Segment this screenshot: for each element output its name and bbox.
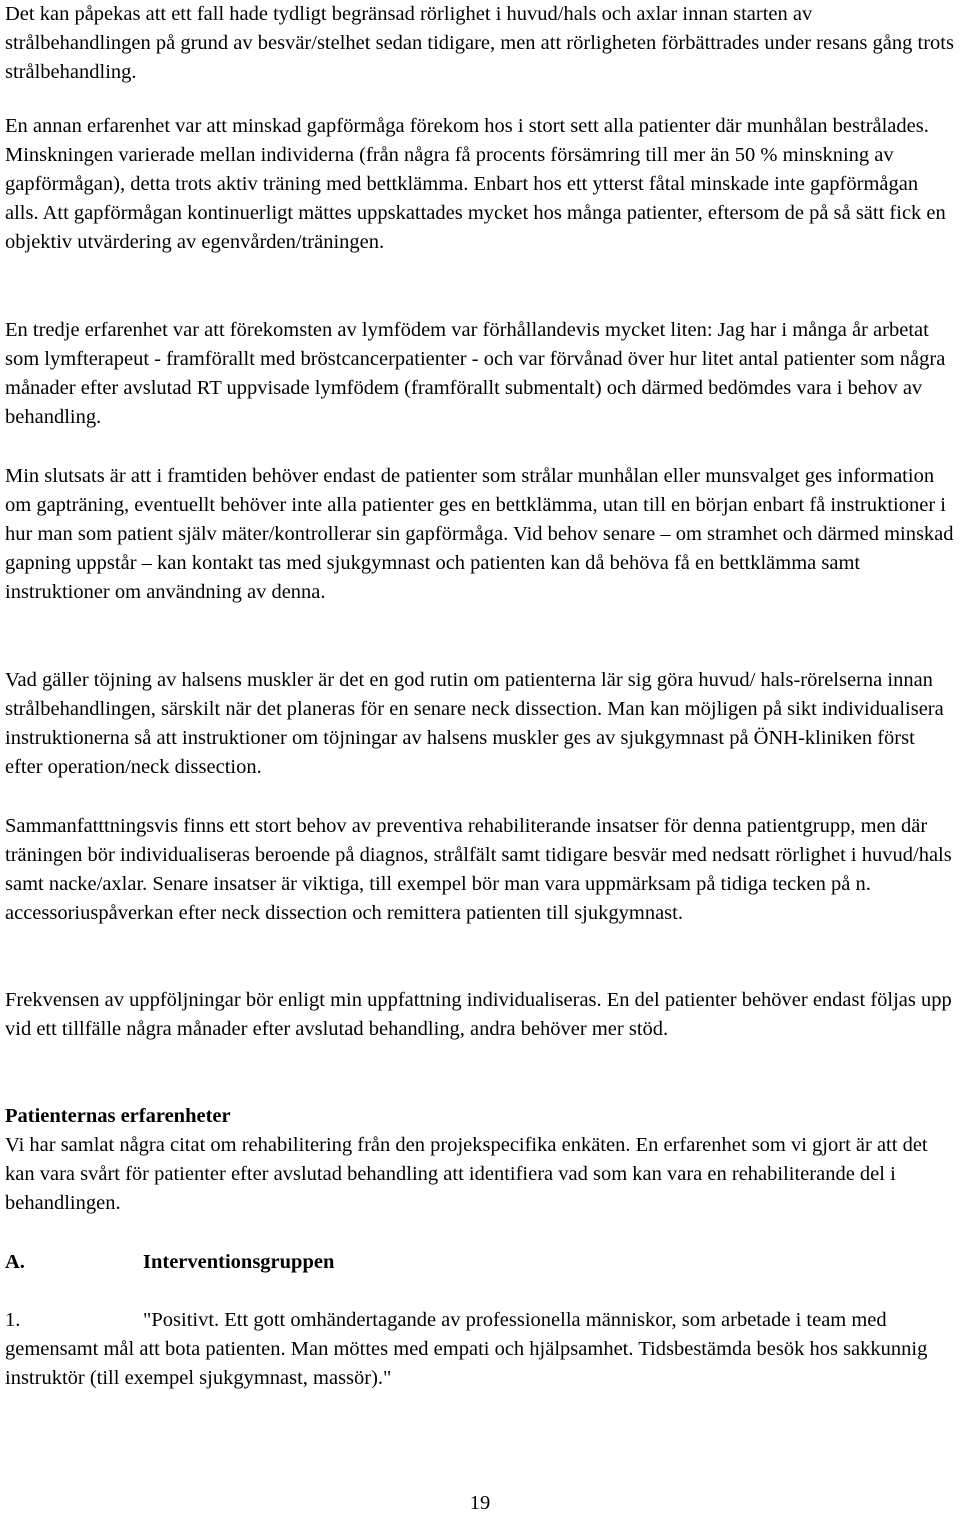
quote-list-item [5,1306,955,1393]
paragraph-mobility-case: Det kan påpekas att ett fall hade tydligt begränsad rörlighet i huvud/hals och axlar innan starten av strålbehandlingen på grund av besvär/stelhet sedan tidigare, men att rörligheten förbättrades under resans gång trots strålbehandling. [5,3,954,83]
paragraph-conclusion: Min slutsats är att i framtiden behöver endast de patienter som strålar munhålan eller munsvalget ges information om gapträning, eventuellt behöver inte alla patienter ges en bettklämma, utan till en början enbart få instruktioner i hur man som patient själv mäter/kontrollerar sin gapförmåga. Vid behov senare – om stramhet och därmed minskad gapning uppstår – kan kontakt tas med sjukgymnast och patienten kan då behöva få en bettklämma samt instruktioner om användning av denna. [5,465,954,603]
subsection-title: Interventionsgruppen [143,1251,335,1273]
paragraph-mouth-opening: En annan erfarenhet var att minskad gapförmåga förekom hos i stort sett alla patienter där munhålan bestrålades. Minskningen varierade mellan individerna (från några få procents försämring till mer än 50 % minskning av gapförmågan), detta trots aktiv träning med bettklämma. Enbart hos ett ytterst fåtal minskade inte gapförmågan alls. Att gapförmågan kontinuerligt mättes uppskattades mycket hos många patienter, eftersom de på så sätt fick en objektiv utvärdering av egenvården/träningen. [5,115,946,253]
paragraph-lymphedema: En tredje erfarenhet var att förekomsten av lymfödem var förhållandevis mycket liten: Jag har i många år arbetat som lymfterapeut - framförallt med bröstcancerpatienter - och var förvånad över hur litet antal patienter som några månader efter avslutad RT uppvisade lymfödem (framförallt submentalt) och därmed bedömdes vara i behov av behandling. [5,319,946,428]
patient-experiences-section [5,1102,955,1218]
section-intro-text: Vi har samlat några citat om rehabilitering från den projekspecifika enkäten. En erfarenhet som vi gjort är att det kan vara svårt för patienter efter avslutad behandling att identifiera vad som kan vara en rehabiliterande del i behandlingen. [5,1134,928,1214]
page-number: 19 [469,1492,491,1514]
list-item-number: 1. [5,1309,21,1331]
quote-text: "Positivt. Ett gott omhändertagande av professionella människor, som arbetade i team med gemensamt mål att bota patienten. Man möttes med empati och hjälpsamhet. Tidsbestämda besök hos sakkunnig instruktör (till exempel sjukgymnast, massör)." [5,1309,928,1389]
paragraph-follow-up: Frekvensen av uppföljningar bör enligt min uppfattning individualiseras. En del patienter behöver endast följas upp vid ett tillfälle några månader efter avslutad behandling, andra behöver mer stöd. [5,989,952,1040]
paragraph-neck-stretching: Vad gäller töjning av halsens muskler är det en god rutin om patienterna lär sig göra huvud/ hals-rörelserna innan strålbehandlingen, särskilt när det planeras för en senare neck dissection. Man kan möjligen på sikt individualisera instruktionerna så att instruktioner om töjningar av halsens muskler ges av sjukgymnast på ÖNH-kliniken först efter operation/neck dissection. [5,669,944,778]
section-heading: Patienternas erfarenheter [5,1105,231,1127]
subsection-number: A. [5,1251,25,1273]
paragraph-summary: Sammanfatttningsvis finns ett stort behov av preventiva rehabiliterande insatser för denna patientgrupp, men där träningen bör individualiseras beroende på diagnos, strålfält samt tidigare besvär med nedsatt rörlighet i huvud/hals samt nacke/axlar. Senare insatser är viktiga, till exempel bör man vara uppmärksam på tidiga tecken på n. accessoriuspåverkan efter neck dissection och remittera patienten till sjukgymnast. [5,815,952,924]
